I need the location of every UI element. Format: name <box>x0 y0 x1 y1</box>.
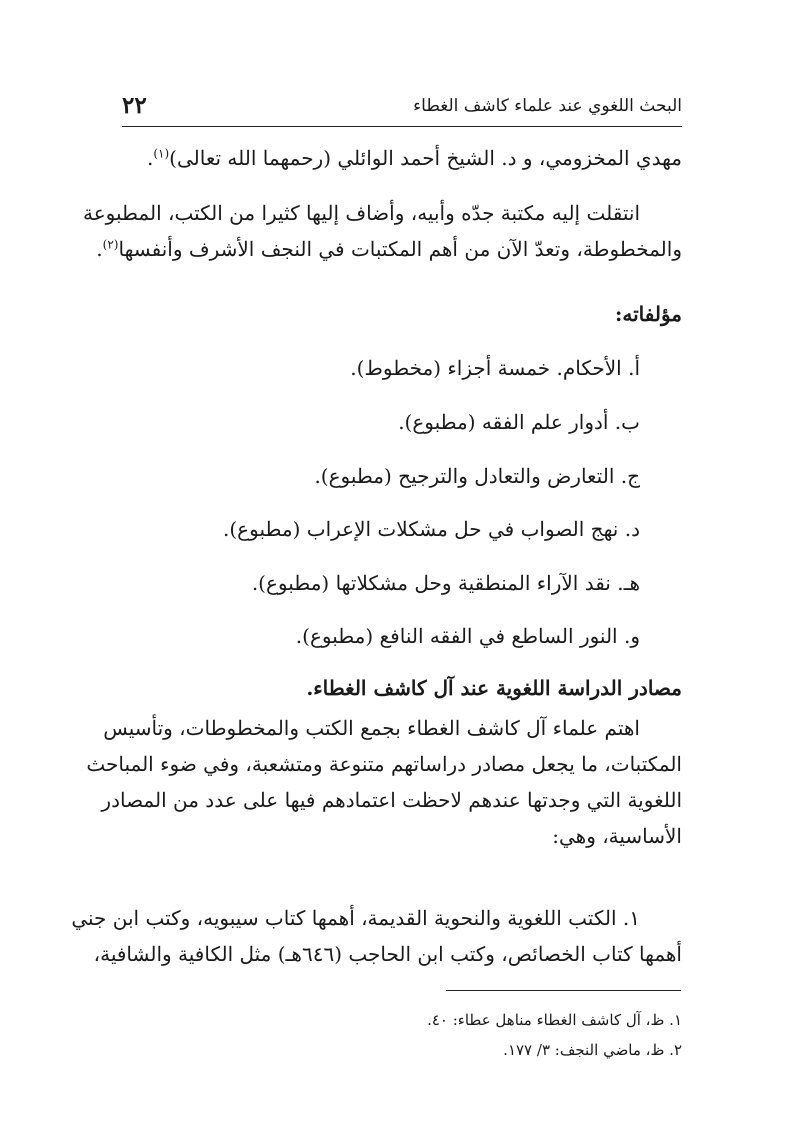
list-item: ب. أدوار علم الفقه (مطبوع). <box>398 410 640 434</box>
text-line: المكتبات، ما يجعل مصادر دراساتهم متنوعة ومتشعبة، وفي ضوء المباحث <box>86 752 682 776</box>
list-item: ج. التعارض والتعادل والترجيح (مطبوع). <box>314 464 640 488</box>
text-line: ١. الكتب اللغوية والنحوية القديمة، أهمها كتاب سيبويه، وكتب ابن جني <box>71 906 640 930</box>
paragraph-continuation: مهدي المخزومي، و د. الشيخ أحمد الوائلي (رحمهما الله تعالى)$^{(١)}$. <box>146 146 682 170</box>
running-title: البحث اللغوي عند علماء كاشف الغطاء <box>413 96 682 116</box>
footnote-1: ١. ظ، آل كاشف الغطاء مناهل عطاء: ٤٠. <box>427 1011 682 1029</box>
text-line: الأساسية، وهي: <box>552 824 682 848</box>
paragraph-source-item-1 <box>71 900 682 972</box>
list-item: هـ. نقد الآراء المنطقية وحل مشكلاتها (مطبوع). <box>251 571 640 595</box>
footnote-ref-2: (٢) <box>102 237 119 252</box>
text-line: اهتم علماء آل كاشف الغطاء بجمع الكتب والمخطوطات، وتأسيس <box>103 716 640 740</box>
footnote-ref-1: (١) <box>153 146 170 161</box>
header-rule <box>122 126 682 127</box>
section-heading-works: مؤلفاته: <box>614 302 682 326</box>
section-heading-sources: مصادر الدراسة اللغوية عند آل كاشف الغطاء. <box>306 676 682 700</box>
text-line: أهمها كتاب الخصائص، وكتب ابن الحاجب (٦٤٦هـ) مثل الكافية والشافية، <box>93 942 682 966</box>
page-number: ٢٢ <box>122 92 147 119</box>
paragraph-sources <box>86 710 682 854</box>
list-item: أ. الأحكام. خمسة أجزاء (مخطوط). <box>350 356 640 380</box>
footnote-separator <box>446 990 681 991</box>
running-header <box>122 92 682 128</box>
text-line: اللغوية التي وجدتها عندهم لاحظت اعتمادهم فيها على عدد من المصادر <box>101 788 682 812</box>
paragraph-library: انتقلت إليه مكتبة جدّه وأبيه، وأضاف إليها كثيرا من الكتب، المطبوعة والمخطوطة، وتعدّ الآن من أهم المكتبات في النجف الأشرف وأنفسها$^{(٢)}$. <box>122 195 682 267</box>
list-item: د. نهج الصواب في حل مشكلات الإعراب (مطبوع). <box>223 517 640 541</box>
text-line: انتقلت إليه مكتبة جدّه وأبيه، وأضاف إليها كثيرا من الكتب، المطبوعة <box>82 201 640 225</box>
footnote-2: ٢. ظ، ماضي النجف: ٣/ ١٧٧. <box>503 1041 682 1059</box>
list-item: و. النور الساطع في الفقه النافع (مطبوع). <box>295 624 640 648</box>
